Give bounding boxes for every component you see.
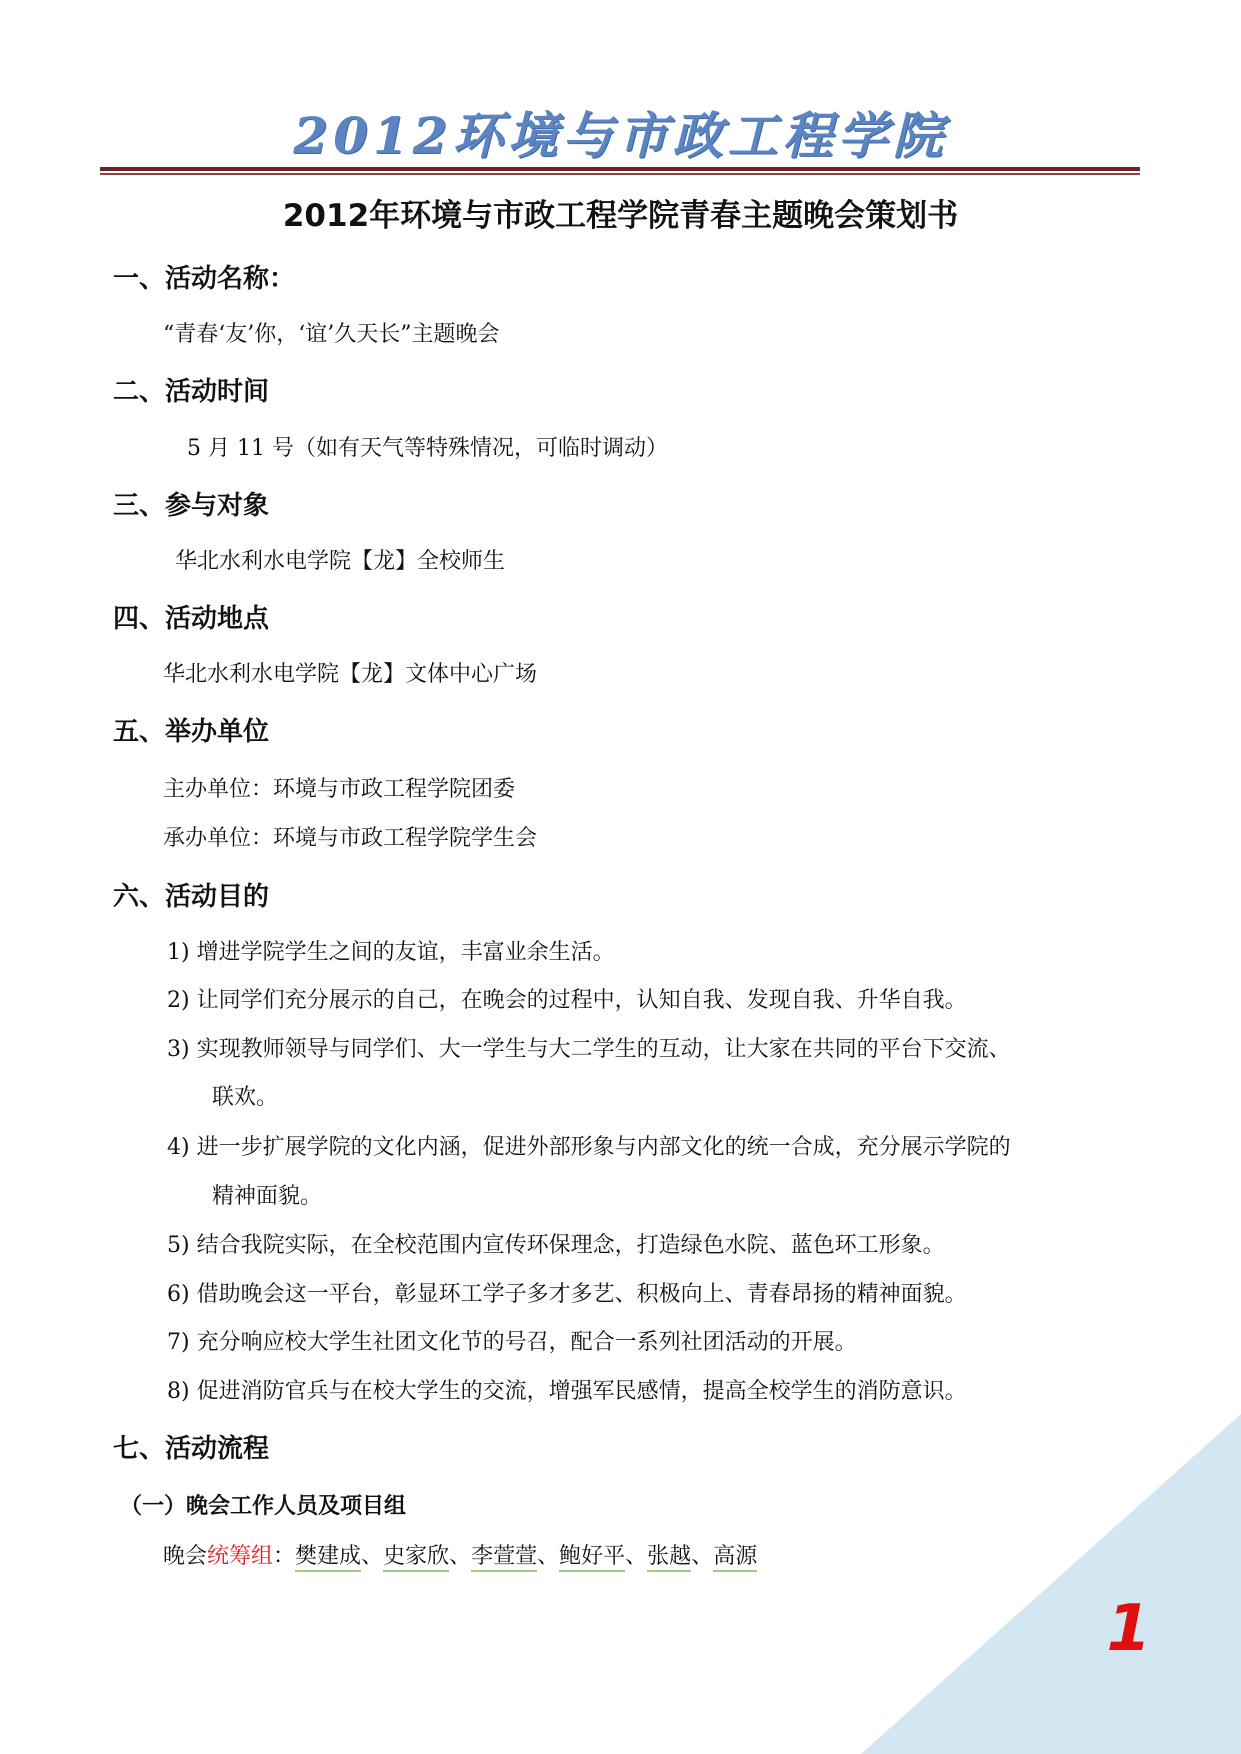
purpose-item: 8) 促进消防官兵与在校大学生的交流，增强军民感情，提高全校学生的消防意识。 bbox=[167, 1379, 967, 1404]
staff-line bbox=[163, 1539, 757, 1570]
header-rule bbox=[100, 167, 1140, 175]
name-separator: 、 bbox=[361, 1544, 384, 1569]
event-name-text: “青春‘友’你，‘谊’久天长”主题晚会 bbox=[163, 322, 500, 347]
participants-text: 华北水利水电学院【龙】全校师生 bbox=[175, 549, 506, 574]
page-number: 1 bbox=[1106, 1592, 1151, 1666]
purpose-item: 1) 增进学院学生之间的友谊，丰富业余生活。 bbox=[167, 940, 615, 965]
staff-line-prefix: 晚会 bbox=[163, 1544, 208, 1569]
member-name: 樊建成 bbox=[295, 1544, 361, 1572]
section-heading-6: 六、活动目的 bbox=[113, 882, 270, 912]
member-name: 李萱萱 bbox=[471, 1544, 537, 1572]
member-name: 鲍好平 bbox=[559, 1544, 625, 1572]
staff-colon: ： bbox=[273, 1544, 296, 1569]
purpose-item: 6) 借助晚会这一平台，彰显环工学子多才多艺、积极向上、青春昂扬的精神面貌。 bbox=[167, 1282, 967, 1307]
purpose-item-continuation: 联欢。 bbox=[212, 1085, 279, 1110]
name-separator: 、 bbox=[537, 1544, 560, 1569]
name-separator: 、 bbox=[691, 1544, 714, 1569]
section-heading-2: 二、活动时间 bbox=[113, 377, 270, 407]
name-separator: 、 bbox=[449, 1544, 472, 1569]
staff-subheading: （一）晚会工作人员及项目组 bbox=[120, 1494, 407, 1519]
host-unit-text: 主办单位：环境与市政工程学院团委 bbox=[163, 777, 516, 802]
member-name: 张越 bbox=[647, 1544, 691, 1572]
location-text: 华北水利水电学院【龙】文体中心广场 bbox=[163, 662, 538, 687]
event-time-text: 5 月 11 号（如有天气等特殊情况，可临时调动） bbox=[187, 436, 668, 461]
purpose-item: 3) 实现教师领导与同学们、大一学生与大二学生的互动，让大家在共同的平台下交流、 bbox=[167, 1037, 1011, 1062]
section-heading-4: 四、活动地点 bbox=[113, 604, 270, 634]
organizer-unit-text: 承办单位：环境与市政工程学院学生会 bbox=[163, 826, 538, 851]
member-name: 史家欣 bbox=[383, 1544, 449, 1572]
coordination-group-label: 统筹组 bbox=[207, 1544, 274, 1569]
purpose-item-continuation: 精神面貌。 bbox=[212, 1184, 323, 1209]
member-name: 高源 bbox=[713, 1544, 757, 1572]
purpose-item: 2) 让同学们充分展示的自己，在晚会的过程中，认知自我、发现自我、升华自我。 bbox=[167, 988, 967, 1013]
name-separator: 、 bbox=[625, 1544, 648, 1569]
header-banner: 2012环境与市政工程学院 bbox=[293, 106, 948, 165]
purpose-item: 5) 结合我院实际，在全校范围内宣传环保理念，打造绿色水院、蓝色环工形象。 bbox=[167, 1233, 945, 1258]
section-heading-1: 一、活动名称： bbox=[113, 264, 296, 294]
section-heading-7: 七、活动流程 bbox=[113, 1434, 270, 1464]
purpose-item: 7) 充分响应校大学生社团文化节的号召，配合一系列社团活动的开展。 bbox=[167, 1330, 857, 1355]
corner-decoration bbox=[861, 1414, 1241, 1754]
section-heading-5: 五、举办单位 bbox=[113, 717, 270, 747]
purpose-item: 4) 进一步扩展学院的文化内涵，促进外部形象与内部文化的统一合成，充分展示学院的 bbox=[167, 1135, 1011, 1160]
document-title: 2012年环境与市政工程学院青春主题晚会策划书 bbox=[282, 198, 959, 234]
section-heading-3: 三、参与对象 bbox=[113, 491, 270, 521]
